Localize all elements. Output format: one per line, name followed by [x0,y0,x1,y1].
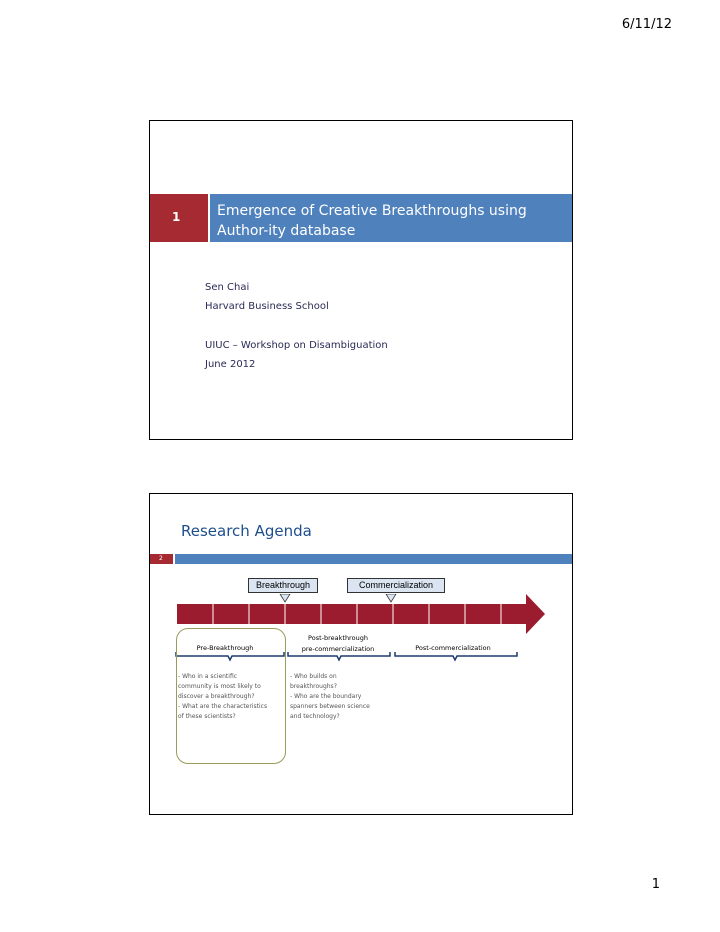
title-line-2: Author-ity database [217,223,356,239]
header-bar [175,554,572,564]
bracket-post-breakthrough [288,652,390,660]
affiliation: Harvard Business School [205,301,329,312]
event-date: June 2012 [205,359,256,370]
slide-title [217,201,527,241]
slide-number-badge [150,554,173,564]
questions-post-breakthrough [290,672,370,722]
phase-post-commercialization: Post-commercialization [415,644,491,652]
question-line: - Who are the boundary [290,693,362,700]
question-line: community is most likely to [178,683,261,690]
question-line: breakthroughs? [290,683,337,690]
slide-number-badge [150,194,208,242]
title-band [210,194,572,242]
phase-post-breakthrough-line-2: pre-commercialization [301,645,375,653]
slide-title: Research Agenda [181,522,312,540]
page-date: 6/11/12 [621,17,672,32]
slide-2 [149,493,573,815]
slide-1 [149,120,573,440]
timeline-body [177,604,526,624]
slide-number: 2 [159,555,163,562]
question-line: of these scientists? [178,713,236,720]
question-line: - What are the characteristics [178,703,268,710]
questions-pre-breakthrough [178,672,267,722]
author: Sen Chai [205,282,250,293]
bracket-post-commercialization [395,652,517,660]
breakthrough-label: Breakthrough [248,578,318,593]
question-line: - Who builds on [290,673,337,680]
question-line: and technology? [290,713,340,720]
slide-number: 1 [172,210,181,224]
phase-post-breakthrough-line-1: Post-breakthrough [308,634,368,642]
question-line: - Who in a scientific [178,673,238,680]
timeline-arrowhead [526,594,545,634]
question-line: spanners between science [290,703,370,710]
question-line: discover a breakthrough? [178,693,255,700]
phase-pre-breakthrough: Pre-Breakthrough [196,644,254,652]
page-number: 1 [651,877,660,892]
title-line-1: Emergence of Creative Breakthroughs using [217,203,527,219]
commercialization-label: Commercialization [347,578,445,593]
commercialization-marker [386,594,396,602]
event: UIUC – Workshop on Disambiguation [205,340,388,351]
breakthrough-marker [280,594,290,602]
